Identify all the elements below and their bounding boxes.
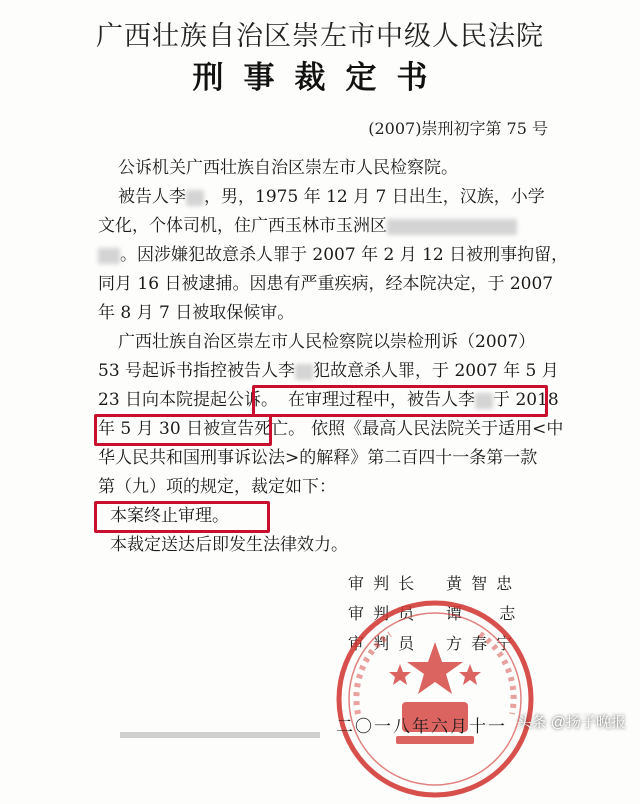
ruling-line: 本案终止审理。 [110,506,229,526]
signature-presiding-judge: 审 判 长 黄 智 忠 [348,574,515,593]
court-name: 广西壮族自治区崇左市中级人民法院 [96,21,544,52]
charge-line-2: 53 号起诉书指控被告人李 犯故意杀人罪，于 2007 年 5 月 [98,361,559,381]
ruling-date: 二〇一八年六月十一 [336,717,507,737]
document-type: 刑事裁定书 [192,60,448,96]
court-seal-stamp [330,594,540,804]
charge-line-6: 第（九）项的规定，裁定如下： [98,477,336,497]
charge-line-5: 华人民共和国刑事诉讼法>的解释》第二百四十一条第一款 [98,448,538,468]
charge-line-3: 23 日向本院提起公诉。 在审理过程中，被告人李 于 2018 [98,390,559,410]
signature-judge-1: 审 判 员 谭 志 [348,604,518,623]
effect-line: 本裁定送达后即发生法律效力。 [110,535,348,555]
scan-edge [120,732,320,738]
redacted-address-cont [98,248,120,264]
case-number: (2007)崇刑初字第 75 号 [368,119,548,138]
defendant-line-3: 。因涉嫌犯故意杀人罪于 2007 年 2 月 12 日被刑事拘留， [98,241,548,270]
charge-line-1: 广西壮族自治区崇左市人民检察院以崇检刑诉（2007） [118,332,536,352]
defendant-line-5: 年 8 月 7 日被取保候审。 [98,303,295,323]
redacted-name-2 [295,364,313,380]
redacted-address [387,219,517,235]
defendant-line-1: 被告人李 ，男，1975 年 12 月 7 日出生，汉族，小学 [118,187,545,207]
highlight-box-trial [252,385,548,417]
defendant-line-2: 文化，个体司机，住广西玉林市玉洲区 [98,212,548,241]
prosecutor-line: 公诉机关广西壮族自治区崇左市人民检察院。 [118,158,458,178]
highlight-box-ruling [94,501,270,533]
highlight-box-death-date [94,414,272,446]
charge-line-4: 年 5 月 30 日被宣告死亡。 依照《最高人民法院关于适用<中 [98,419,564,439]
redacted-name [186,190,204,206]
source-watermark: 头条 @扬子晚报 [516,714,626,731]
defendant-line-4: 同月 16 日被逮捕。因患有严重疾病，经本院决定，于 2007 [98,274,554,294]
signature-judge-2: 审 判 员 方 春 宁 [348,634,515,653]
